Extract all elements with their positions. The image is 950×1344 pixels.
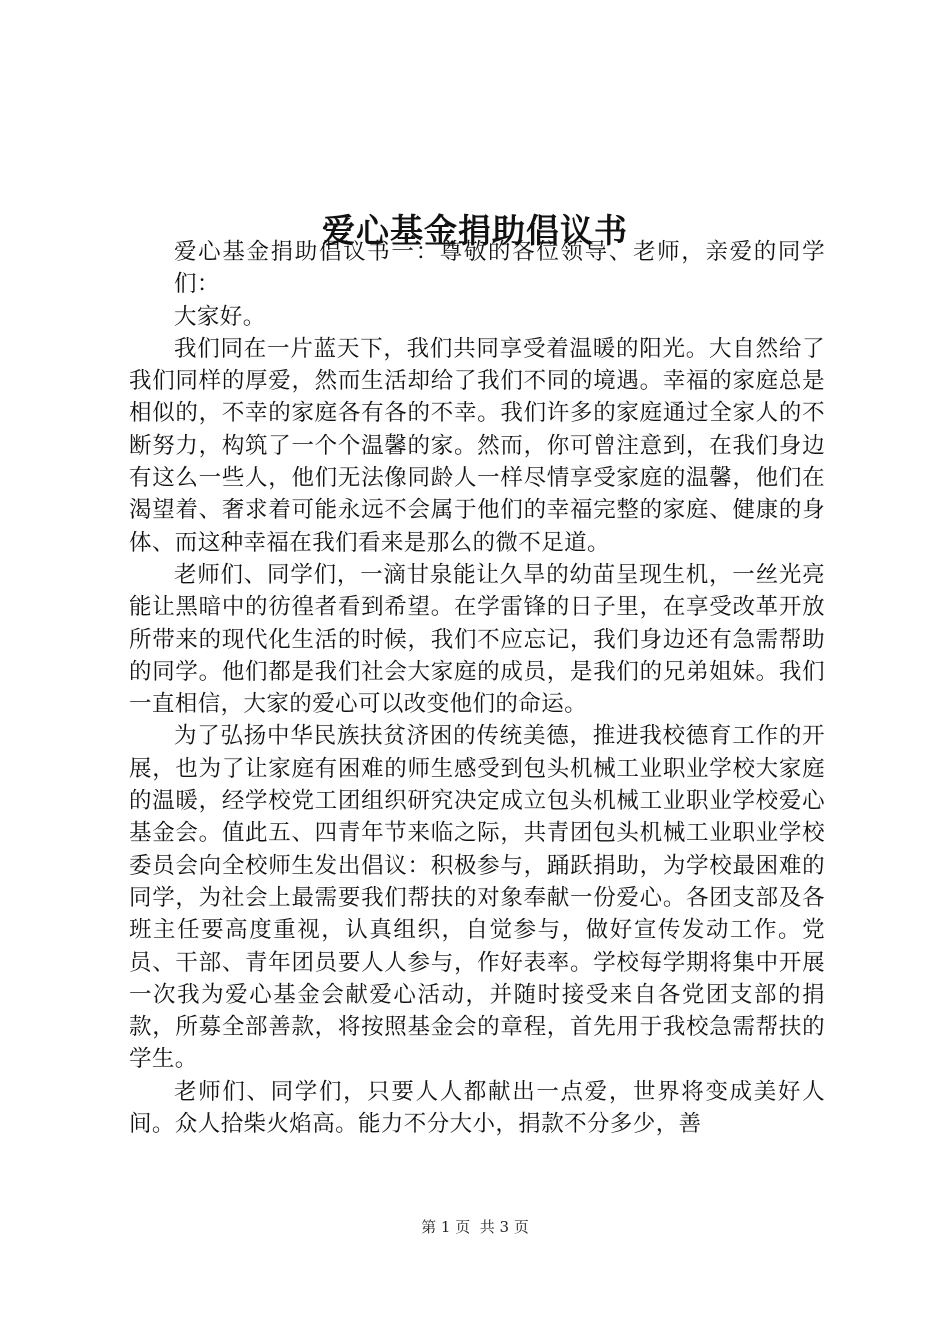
document-body bbox=[129, 236, 825, 1140]
body-paragraph: 老师们、同学们，一滴甘泉能让久旱的幼苗呈现生机，一丝光亮能让黑暗中的彷徨者看到希望。在学雷锋的日子里，在享受改革开放所带来的现代化生活的时候，我们不应忘记，我们身边还有急需帮助的同学。他们都是我们社会大家庭的成员，是我们的兄弟姐妹。我们一直相信，大家的爱心可以改变他们的命运。 bbox=[129, 561, 825, 718]
page-number-label: 第 1 页 共 3 页 bbox=[421, 1218, 529, 1236]
body-paragraph: 老师们、同学们，只要人人都献出一点爱，世界将变成美好人间。众人拾柴火焰高。能力不分大小，捐款不分多少，善 bbox=[129, 1078, 825, 1138]
page-footer bbox=[0, 1217, 950, 1237]
salutation-paragraph: 爱心基金捐助倡议书一：尊敬的各位领导、老师，亲爱的同学们： bbox=[174, 239, 825, 298]
greeting-paragraph: 大家好。 bbox=[174, 303, 266, 330]
document-title: 爱心基金捐助倡议书 bbox=[322, 211, 628, 251]
body-paragraph: 为了弘扬中华民族扶贫济困的传统美德，推进我校德育工作的开展，也为了让家庭有困难的师生感受到包头机械工业职业学校大家庭的温暖，经学校党工团组织研究决定成立包头机械工业职业学校爱心基金会。值此五、四青年节来临之际，共青团包头机械工业职业学校委员会向全校师生发出倡议：积极参与，踊跃捐助，为学校最困难的同学，为社会上最需要我们帮扶的对象奉献一份爱心。各团支部及各班主任要高度重视，认真组织，自觉参与，做好宣传发动工作。党员、干部、青年团员要人人参与，作好表率。学校每学期将集中开展一次我为爱心基金会献爱心活动，并随时接受来自各党团支部的捐款，所募全部善款，将按照基金会的章程，首先用于我校急需帮扶的学生。 bbox=[129, 723, 825, 1073]
body-paragraph: 我们同在一片蓝天下，我们共同享受着温暖的阳光。大自然给了我们同样的厚爱，然而生活却给了我们不同的境遇。幸福的家庭总是相似的，不幸的家庭各有各的不幸。我们许多的家庭通过全家人的不断努力，构筑了一个个温馨的家。然而，你可曾注意到，在我们身边有这么一些人，他们无法像同龄人一样尽情享受家庭的温馨，他们在渴望着、奢求着可能永远不会属于他们的幸福完整的家庭、健康的身体、而这种幸福在我们看来是那么的微不足道。 bbox=[129, 335, 825, 556]
